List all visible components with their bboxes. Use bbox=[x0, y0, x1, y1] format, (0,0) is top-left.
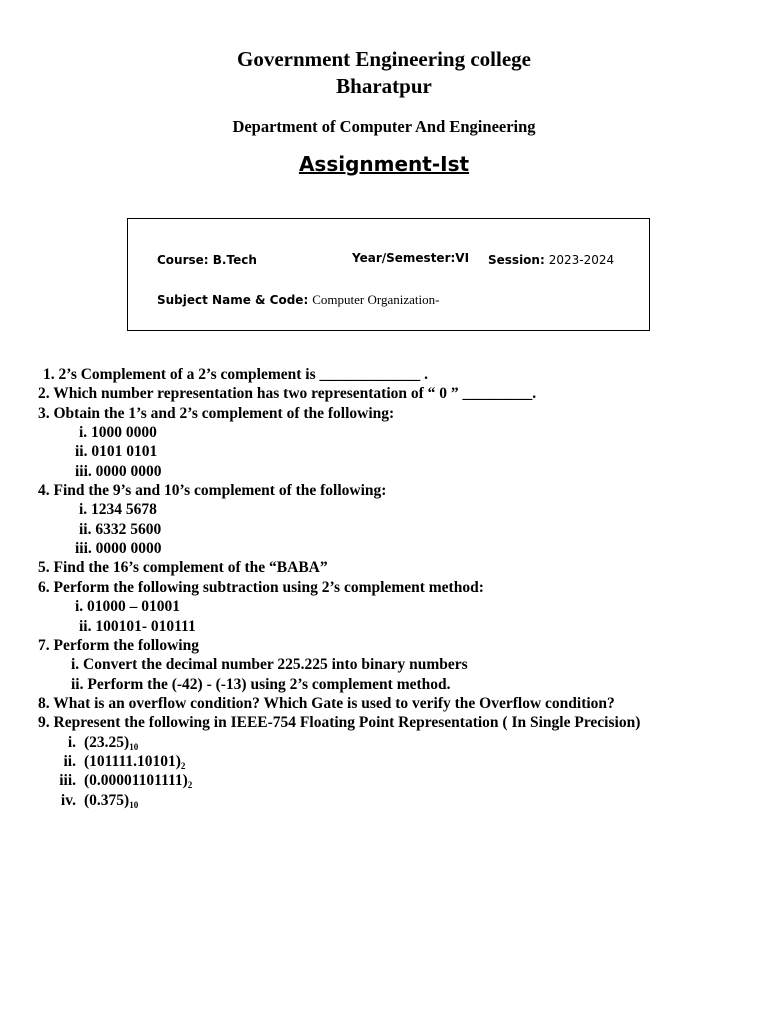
question-1: 1. 2’s Complement of a 2’s complement is _____________ . bbox=[43, 366, 429, 383]
department-name: Department of Computer And Engineering bbox=[232, 117, 536, 136]
question-4: 4. Find the 9’s and 10’s complement of the following: bbox=[38, 482, 387, 499]
college-title bbox=[0, 46, 768, 100]
question-4-iii: iii. 0000 0000 bbox=[75, 540, 162, 557]
question-9-iv bbox=[38, 791, 138, 816]
question-9-i-base: 10 bbox=[129, 742, 139, 752]
question-6-i: i. 01000 – 01001 bbox=[75, 598, 181, 615]
question-9-i-value: (23.25) bbox=[84, 734, 130, 751]
subject-info bbox=[157, 291, 439, 309]
question-8: 8. What is an overflow condition? Which Gate is used to verify the Overflow condition? bbox=[38, 695, 615, 712]
question-9-ii-number: ii. bbox=[63, 753, 76, 770]
course-info: Course: B.Tech bbox=[157, 253, 257, 267]
subject-value: Computer Organization- bbox=[312, 292, 440, 307]
subject-label: Subject Name & Code: bbox=[157, 293, 309, 307]
question-3-iii: iii. 0000 0000 bbox=[75, 463, 162, 480]
question-6-ii: ii. 100101- 010111 bbox=[79, 618, 196, 635]
question-2: 2. Which number representation has two representation of “ 0 ” _________. bbox=[38, 385, 537, 402]
question-9-iii-base: 2 bbox=[187, 780, 193, 790]
college-name: Government Engineering college bbox=[237, 47, 531, 71]
session-label: Session: bbox=[488, 253, 545, 267]
college-city: Bharatpur bbox=[336, 74, 432, 98]
assignment-title bbox=[0, 152, 768, 176]
question-3-ii: ii. 0101 0101 bbox=[75, 443, 158, 460]
session-value: 2023-2024 bbox=[548, 253, 615, 267]
session-info bbox=[488, 251, 614, 269]
year-semester-info: Year/Semester:VI bbox=[352, 251, 470, 265]
question-9-iv-value: (0.375) bbox=[84, 792, 130, 809]
question-9-iii-value: (0.00001101111) bbox=[84, 772, 188, 789]
question-9-i-number: i. bbox=[67, 734, 76, 751]
question-6: 6. Perform the following subtraction using 2’s complement method: bbox=[38, 579, 484, 596]
question-4-i: i. 1234 5678 bbox=[79, 501, 157, 518]
question-7: 7. Perform the following bbox=[38, 637, 199, 654]
assignment-title-text: Assignment-Ist bbox=[298, 152, 470, 176]
question-4-ii: ii. 6332 5600 bbox=[79, 521, 162, 538]
question-9-iv-base: 10 bbox=[129, 800, 139, 810]
question-9-ii-value: (101111.10101) bbox=[84, 753, 181, 770]
question-7-i: i. Convert the decimal number 225.225 into binary numbers bbox=[71, 656, 468, 673]
question-9-ii-base: 2 bbox=[180, 761, 186, 771]
question-9-iv-number: iv. bbox=[60, 792, 76, 809]
question-9-iii-number: iii. bbox=[59, 772, 76, 789]
question-3-i: i. 1000 0000 bbox=[79, 424, 157, 441]
question-5: 5. Find the 16’s complement of the “BABA” bbox=[38, 559, 328, 576]
info-box bbox=[127, 218, 650, 331]
question-9: 9. Represent the following in IEEE-754 Floating Point Representation ( In Single Precision) bbox=[38, 714, 641, 731]
question-3: 3. Obtain the 1’s and 2’s complement of the following: bbox=[38, 405, 395, 422]
question-7-ii: ii. Perform the (-42) - (-13) using 2’s complement method. bbox=[71, 676, 451, 693]
